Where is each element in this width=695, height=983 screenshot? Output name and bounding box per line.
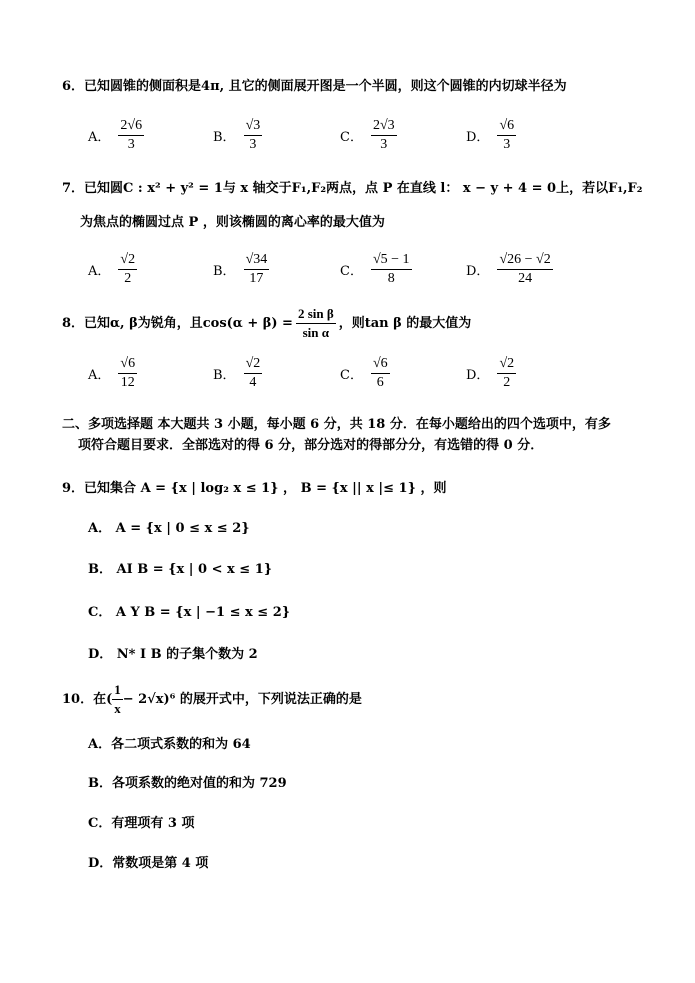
option-label: D． (466, 264, 490, 279)
q8-stem (62, 306, 471, 341)
q7-option-c[interactable] (340, 252, 412, 287)
fraction-denominator: 6 (376, 375, 384, 390)
fraction-numerator: 1 (112, 682, 123, 700)
option-label: B． (213, 264, 236, 279)
q8-option-a[interactable] (88, 356, 137, 391)
fraction-numerator: √3 (244, 118, 263, 136)
q8-stem-fraction (296, 306, 336, 341)
fraction-denominator: sin α (302, 325, 330, 340)
q10-option-d[interactable]: D．常数项是第 4 项 (88, 856, 209, 871)
option-label: C． (340, 264, 363, 279)
q7-option-b[interactable] (213, 252, 269, 287)
fraction-denominator: 3 (127, 137, 135, 152)
option-label: A． (88, 130, 111, 145)
q10-stem-part1: 10．在( (62, 691, 113, 707)
fraction-numerator: 2√3 (371, 118, 397, 136)
q7-stem-line2: 为焦点的椭圆过点 P ，则该椭圆的离心率的最大值为 (80, 215, 385, 230)
q10-stem-fraction (112, 682, 123, 717)
q9-option-a[interactable]: A． A = {x | 0 ≤ x ≤ 2} (88, 521, 250, 536)
fraction-denominator: 2 (503, 375, 511, 390)
fraction-denominator: 3 (503, 137, 511, 152)
option-label: D． (466, 130, 490, 145)
q8-stem-part1: 8．已知α, β为锐角，且cos(α + β) = (62, 315, 293, 331)
fraction-denominator: 3 (249, 137, 257, 152)
option-fraction (371, 356, 390, 391)
fraction-denominator: 12 (120, 375, 135, 390)
fraction-numerator: √2 (118, 252, 137, 270)
q10-stem-part2: − 2√x)⁶ 的展开式中，下列说法正确的是 (122, 691, 362, 707)
fraction-denominator: 24 (518, 271, 533, 286)
fraction-numerator: 2√6 (118, 118, 144, 136)
fraction-denominator: 17 (249, 271, 264, 286)
q9-option-d[interactable]: D． N* I B 的子集个数为 2 (88, 647, 258, 662)
section2-intro-line2: 项符合题目要求．全部选对的得 6 分，部分选对的得部分分，有选错的得 0 分． (78, 438, 544, 453)
q9-option-c[interactable]: C． A Y B = {x | −1 ≤ x ≤ 2} (88, 605, 291, 620)
option-fraction (118, 252, 137, 287)
q6-option-a[interactable] (88, 118, 144, 153)
q10-option-a[interactable]: A．各二项式系数的和为 64 (88, 737, 251, 752)
fraction-denominator: 2 (124, 271, 132, 286)
q6-option-c[interactable] (340, 118, 397, 153)
option-label: C． (340, 130, 363, 145)
fraction-numerator: √2 (497, 356, 516, 374)
fraction-denominator: 4 (249, 375, 257, 390)
q7-option-a[interactable] (88, 252, 137, 287)
q6-stem: 6．已知圆锥的侧面积是4π, 且它的侧面展开图是一个半圆，则这个圆锥的内切球半径为 (62, 79, 567, 94)
fraction-denominator: x (114, 701, 121, 716)
q10-option-b[interactable]: B．各项系数的绝对值的和为 729 (88, 776, 287, 791)
fraction-denominator: 3 (380, 137, 388, 152)
option-label: A． (88, 264, 111, 279)
q9-stem: 9．已知集合 A = {x | log₂ x ≤ 1} ， B = {x || x |≤ 1} ，则 (62, 481, 447, 496)
q9-option-b[interactable]: B． AI B = {x | 0 < x ≤ 1} (88, 562, 273, 577)
option-fraction (244, 356, 263, 391)
q6-option-b[interactable] (213, 118, 262, 153)
fraction-denominator: 8 (387, 271, 395, 286)
option-fraction (371, 118, 397, 153)
option-fraction (118, 356, 137, 391)
option-fraction (244, 118, 263, 153)
fraction-numerator: √6 (371, 356, 390, 374)
option-label: B． (213, 130, 236, 145)
option-label: A． (88, 368, 111, 383)
q7-option-d[interactable] (466, 252, 553, 287)
option-fraction (497, 252, 552, 287)
q7-stem-line1: 7．已知圆C : x² + y² = 1与 x 轴交于F₁,F₂两点，点 P 在直线 l： x − y + 4 = 0上，若以F₁,F₂ (62, 181, 643, 196)
option-fraction (497, 118, 516, 153)
fraction-numerator: √6 (118, 356, 137, 374)
option-fraction (371, 252, 412, 287)
fraction-numerator: √2 (244, 356, 263, 374)
fraction-numerator: √5 − 1 (371, 252, 412, 270)
q8-stem-part2: ，则tan β 的最大值为 (338, 315, 472, 331)
section2-intro-line1: 二、多项选择题 本大题共 3 小题，每小题 6 分，共 18 分．在每小题给出的四个选项中，有多 (62, 417, 611, 432)
option-fraction (118, 118, 144, 153)
option-label: C． (340, 368, 363, 383)
q6-option-d[interactable] (466, 118, 516, 153)
q8-option-b[interactable] (213, 356, 262, 391)
option-label: B． (213, 368, 236, 383)
q10-option-c[interactable]: C．有理项有 3 项 (88, 816, 195, 831)
q8-option-d[interactable] (466, 356, 516, 391)
q8-option-c[interactable] (340, 356, 390, 391)
fraction-numerator: 2 sin β (296, 306, 336, 324)
fraction-numerator: √6 (497, 118, 516, 136)
option-fraction (497, 356, 516, 391)
option-fraction (244, 252, 270, 287)
q10-stem (62, 682, 362, 717)
fraction-numerator: √34 (244, 252, 270, 270)
fraction-numerator: √26 − √2 (497, 252, 552, 270)
option-label: D． (466, 368, 490, 383)
